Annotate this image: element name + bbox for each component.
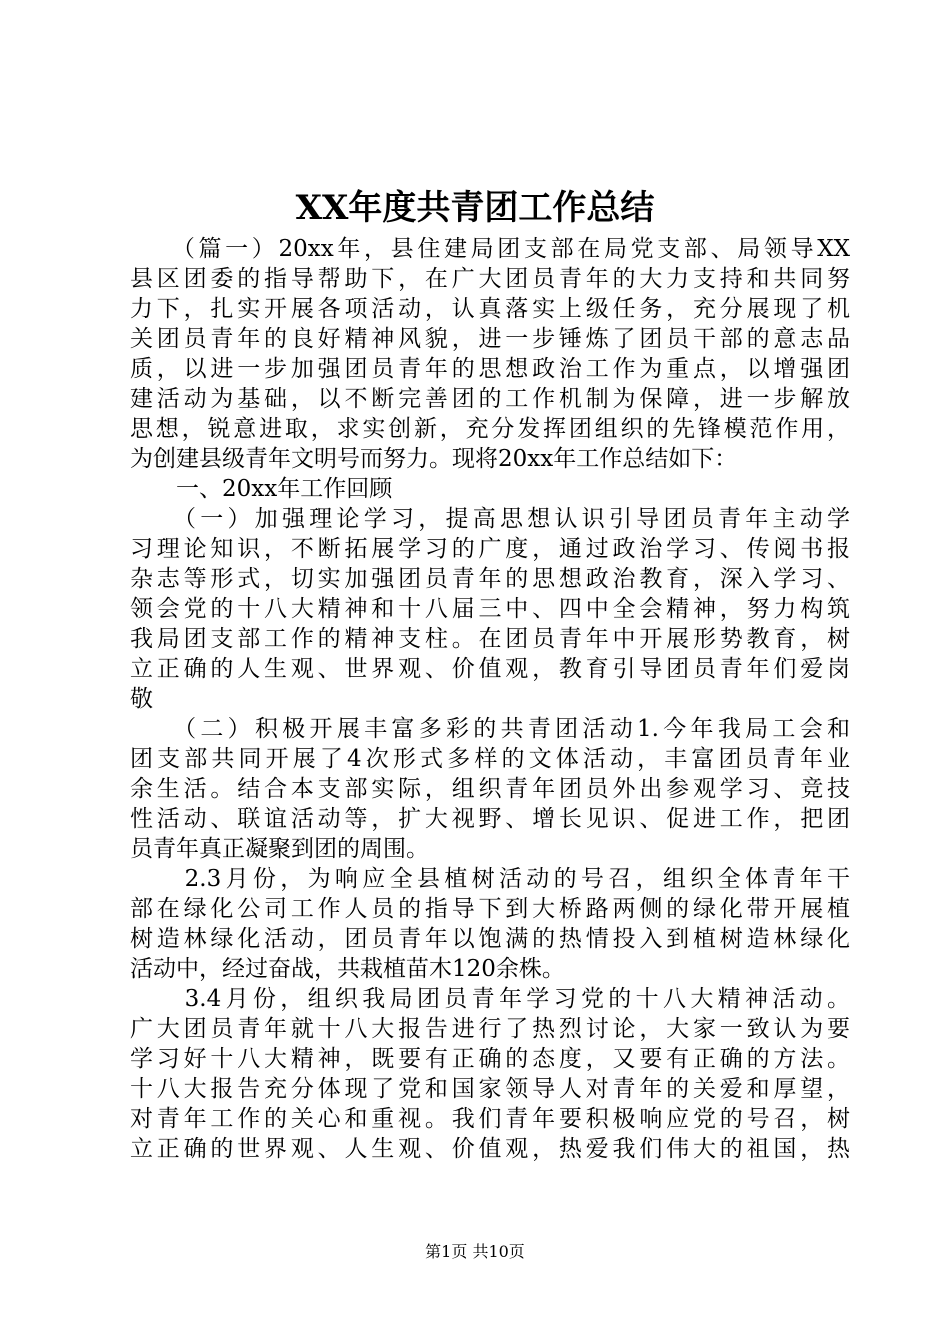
- page-footer: 第1页 共10页: [425, 1242, 525, 1261]
- body-line: 3.4月份，组织我局团员青年学习党的十八大精神活动。: [130, 986, 850, 1012]
- body-line: 建活动为基础，以不断完善团的工作机制为保障，进一步解放: [130, 386, 850, 412]
- body-line: 十八大报告充分体现了党和国家领导人对青年的关爱和厚望，: [130, 1076, 850, 1102]
- body-line: 思想，锐意进取，求实创新，充分发挥团组织的先锋模范作用，: [130, 416, 850, 442]
- body-line: 树造林绿化活动，团员青年以饱满的热情投入到植树造林绿化: [130, 926, 850, 952]
- body-line: 部在绿化公司工作人员的指导下到大桥路两侧的绿化带开展植: [130, 896, 850, 922]
- body-line: 一、20xx年工作回顾: [130, 476, 393, 502]
- body-line: 为创建县级青年文明号而努力。现将20xx年工作总结如下：: [130, 446, 738, 472]
- body-line: 我局团支部工作的精神支柱。在团员青年中开展形势教育，树: [130, 626, 850, 652]
- document-body: [130, 234, 850, 1164]
- body-line: （篇一）20xx年，县住建局团支部在局党支部、局领导XX: [130, 236, 850, 262]
- body-line: （二）积极开展丰富多彩的共青团活动1.今年我局工会和: [130, 716, 850, 742]
- body-line: （一）加强理论学习，提高思想认识引导团员青年主动学: [130, 506, 850, 532]
- body-line: 性活动、联谊活动等，扩大视野、增长见识、促进工作，把团: [130, 806, 850, 832]
- body-line: 立正确的人生观、世界观、价值观，教育引导团员青年们爱岗: [130, 656, 850, 682]
- body-line: 县区团委的指导帮助下，在广大团员青年的大力支持和共同努: [130, 266, 850, 292]
- body-line: 习理论知识，不断拓展学习的广度，通过政治学习、传阅书报: [130, 536, 850, 562]
- body-line: 领会党的十八大精神和十八届三中、四中全会精神，努力构筑: [130, 596, 850, 622]
- body-line: 对青年工作的关心和重视。我们青年要积极响应党的号召，树: [130, 1106, 850, 1132]
- body-line: 杂志等形式，切实加强团员青年的思想政治教育，深入学习、: [130, 566, 850, 592]
- body-line: 余生活。结合本支部实际，组织青年团员外出参观学习、竞技: [130, 776, 850, 802]
- body-line: 力下，扎实开展各项活动，认真落实上级任务，充分展现了机: [130, 296, 850, 322]
- body-line: 立正确的世界观、人生观、价值观，热爱我们伟大的祖国，热: [130, 1136, 850, 1162]
- body-line: 员青年真正凝聚到团的周围。: [130, 836, 429, 862]
- body-line: 活动中，经过奋战，共栽植苗木120余株。: [130, 956, 565, 982]
- document-title: XX年度共青团工作总结: [295, 188, 655, 228]
- body-line: 团支部共同开展了4次形式多样的文体活动，丰富团员青年业: [130, 746, 850, 772]
- body-line: 广大团员青年就十八大报告进行了热烈讨论，大家一致认为要: [130, 1016, 850, 1042]
- body-line: 学习好十八大精神，既要有正确的态度，又要有正确的方法。: [130, 1046, 850, 1072]
- body-line: 敬: [130, 686, 153, 712]
- body-line: 质，以进一步加强团员青年的思想政治工作为重点，以增强团: [130, 356, 850, 382]
- body-line: 2.3月份，为响应全县植树活动的号召，组织全体青年干: [130, 866, 850, 892]
- body-line: 关团员青年的良好精神风貌，进一步锤炼了团员干部的意志品: [130, 326, 850, 352]
